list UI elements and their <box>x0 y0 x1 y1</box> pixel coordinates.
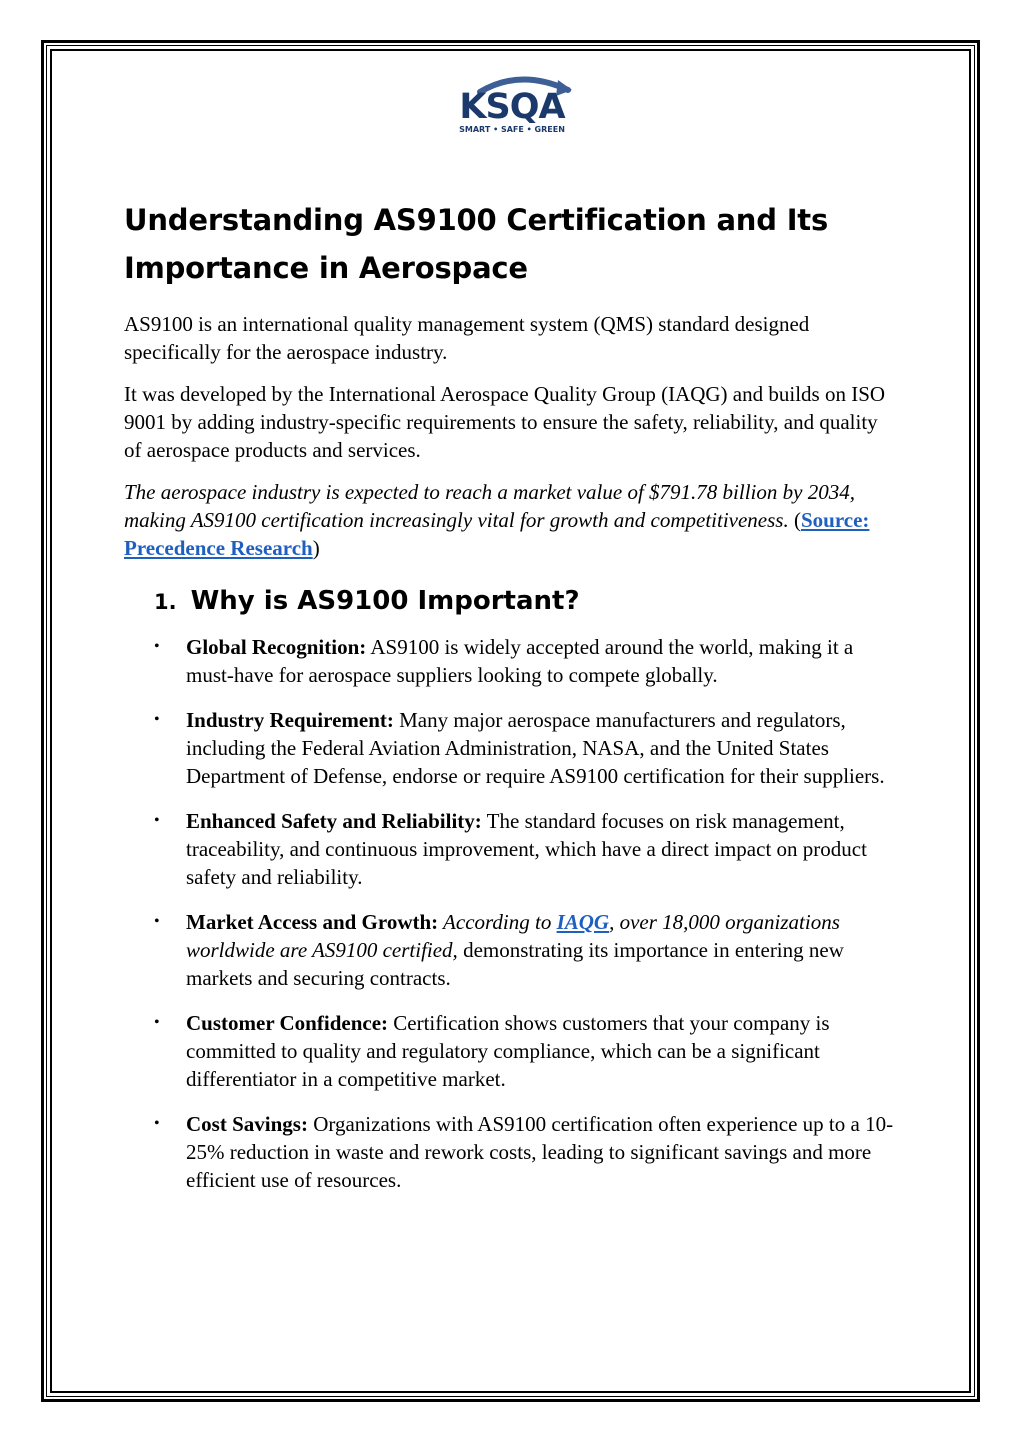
intro-paragraph-2: It was developed by the International Aerospace Quality Group (IAQG) and builds on ISO 9001 by adding industry-specific requirements to ensure the safety, reliability, and quality of aerospace products and services. <box>124 382 886 462</box>
item-text: Organizations with AS9100 certification often experience up to a 10-25% reduction in waste and rework costs, leading to significant savings and more efficient use of resources. <box>186 1112 894 1192</box>
item-text: Many major aerospace manufacturers and regulators, including the Federal Aviation Administration, NASA, and the United States Department of Defense, endorse or require AS9100 certification for their suppliers. <box>186 708 885 788</box>
item-label: Global Recognition: <box>186 635 367 659</box>
bullet-icon: • <box>154 1014 160 1031</box>
item-label: Cost Savings: <box>186 1112 308 1136</box>
svg-text:KSQA: KSQA <box>459 87 565 127</box>
item-label: Industry Requirement: <box>186 708 394 732</box>
bullet-icon: • <box>154 711 160 728</box>
list-item-market-access <box>124 908 899 992</box>
market-statement: The aerospace industry is expected to reach a market value of $791.78 billion by 2034, making AS9100 certification increasingly vital for growth and competitiveness <box>124 480 855 532</box>
section-heading <box>154 584 899 619</box>
source-link[interactable]: Source: Precedence Research <box>124 508 870 560</box>
list-item-safety-reliability <box>124 807 899 891</box>
item-label: Market Access and Growth: <box>186 910 439 934</box>
item-text: The standard focuses on risk management, traceability, and continuous improvement, which have a direct impact on product safety and reliability. <box>186 809 867 889</box>
list-item-industry-requirement <box>124 706 899 790</box>
section-number: 1. <box>154 590 177 614</box>
iaqg-link[interactable]: IAQG <box>556 910 610 934</box>
list-item-cost-savings <box>124 1110 899 1194</box>
item-text: Certification shows customers that your company is committed to quality and regulatory compliance, which can be a significant differentiator in a competitive market. <box>186 1011 830 1091</box>
document-title: Understanding AS9100 Certification and Its Importance in Aerospace <box>124 203 829 285</box>
item-text: demonstrating its importance in entering new markets and securing contracts. <box>186 938 844 990</box>
section-title: Why is AS9100 Important? <box>190 586 580 616</box>
bullet-icon: • <box>154 638 160 655</box>
bullet-icon: • <box>154 913 160 930</box>
market-paragraph <box>124 478 899 562</box>
source-open-paren: ( <box>788 508 801 532</box>
bullet-icon: • <box>154 812 160 829</box>
svg-text:SMART • SAFE • GREEN: SMART • SAFE • GREEN <box>459 125 565 134</box>
bullet-icon: • <box>154 1115 160 1132</box>
document-body <box>124 196 899 1211</box>
item-italic-post: , over 18,000 organizations worldwide are AS9100 certified, <box>186 910 840 962</box>
importance-list <box>124 633 899 1194</box>
list-item-global-recognition <box>124 633 899 689</box>
list-item-customer-confidence <box>124 1009 899 1093</box>
item-label: Enhanced Safety and Reliability: <box>186 809 482 833</box>
intro-paragraph-1: AS9100 is an international quality management system (QMS) standard designed specifically for the aerospace industry. <box>124 312 810 364</box>
item-italic-pre: According to <box>438 910 557 934</box>
ksqa-logo <box>440 70 585 136</box>
source-close-paren: ) <box>312 536 320 560</box>
ksqa-logo-graphic <box>440 70 585 136</box>
item-label: Customer Confidence: <box>186 1011 389 1035</box>
market-period: . <box>783 508 789 532</box>
item-text: AS9100 is widely accepted around the world, making it a must-have for aerospace suppliers looking to compete globally. <box>186 635 854 687</box>
